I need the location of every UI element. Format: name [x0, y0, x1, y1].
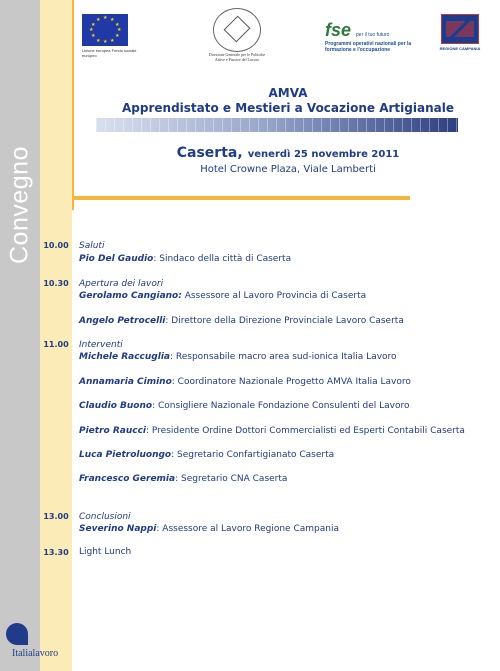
- agenda-item: Light Lunch: [79, 547, 132, 557]
- agenda-speaker: Claudio Buono: Consigliere Nazionale Fondazione Consulenti del Lavoro: [79, 401, 410, 411]
- agenda-speaker: Luca Pietroluongo: Segretario Confartigianato Caserta: [79, 450, 335, 460]
- city: Caserta,: [176, 145, 243, 161]
- fse-logo: [325, 20, 425, 53]
- time-column: [40, 0, 72, 671]
- accent-line: [72, 0, 74, 210]
- agenda-speaker: Angelo Petrocelli: Direttore della Direzione Provinciale Lavoro Caserta: [79, 316, 404, 326]
- eu-logo: [82, 14, 138, 58]
- decorative-banner: [96, 118, 458, 132]
- agenda-time: 10.30: [43, 279, 69, 288]
- agenda-section: Saluti: [79, 241, 105, 251]
- agenda-speaker: Pio Del Gaudio: Sindaco della città di Caserta: [79, 254, 292, 264]
- fse-mark: fse per il tuo futuro: [325, 20, 390, 40]
- agenda-speaker: Severino Nappi: Assessore al Lavoro Regione Campania: [79, 524, 339, 534]
- project-title: Apprendistato e Mestieri a Vocazione Artigianale: [122, 101, 454, 115]
- agenda-time: 13.30: [43, 548, 69, 557]
- agenda-time: 11.00: [43, 340, 69, 349]
- fse-tagline: per il tuo futuro: [356, 32, 390, 38]
- italialavoro-mark-icon: [6, 623, 28, 645]
- venue-block: [78, 142, 498, 175]
- side-title: Convegno: [5, 146, 34, 264]
- agenda-time: 13.00: [43, 512, 69, 521]
- eu-caption: Unione europea Fondo sociale europeo: [82, 48, 137, 58]
- republic-emblem-icon: [213, 8, 261, 52]
- agenda-speaker: Annamaria Cimino: Coordinatore Nazionale Progetto AMVA Italia Lavoro: [79, 377, 411, 387]
- sponsor-logos: [80, 8, 495, 68]
- event-header: [78, 86, 498, 116]
- acronym: AMVA: [268, 86, 308, 100]
- venue-location: Hotel Crowne Plaza, Viale Lamberti: [200, 164, 376, 175]
- accent-bottom-rule: [72, 196, 410, 200]
- agenda-section: Apertura dei lavori: [79, 279, 164, 289]
- agenda-speaker: Francesco Geremia: Segretario CNA Caserta: [79, 474, 288, 484]
- regione-campania-logo: [437, 14, 483, 51]
- agenda-speaker: Gerolamo Cangiano: Assessore al Lavoro Provincia di Caserta: [79, 291, 367, 301]
- event-date: venerdì 25 novembre 2011: [247, 149, 400, 160]
- ministry-caption: Direzione Generale per le Politiche Attive e Passive del Lavoro: [208, 52, 266, 62]
- eu-flag-icon: ★ ★ ★ ★ ★ ★ ★ ★ ★ ★ ★ ★: [82, 14, 128, 46]
- regione-caption: REGIONE CAMPANIA: [439, 46, 481, 51]
- left-strip: [0, 0, 40, 671]
- agenda-speaker: Pietro Raucci: Presidente Ordine Dottori Commercialisti ed Esperti Contabili Caserta: [79, 426, 465, 436]
- agenda-speaker: Michele Raccuglia: Responsabile macro area sud-ionica Italia Lavoro: [79, 352, 397, 362]
- agenda-section: Conclusioni: [79, 512, 131, 522]
- agenda-time: 10.00: [43, 241, 69, 250]
- regione-shield-icon: [441, 14, 479, 44]
- ministry-logo: [208, 8, 266, 62]
- agenda-section: Interventi: [79, 340, 123, 350]
- italialavoro-logo: [6, 623, 96, 663]
- fse-caption: Programmi operativi nazionali per la formazione e l'occupazione: [325, 41, 412, 53]
- footer-brand: Italialavoro: [12, 648, 59, 659]
